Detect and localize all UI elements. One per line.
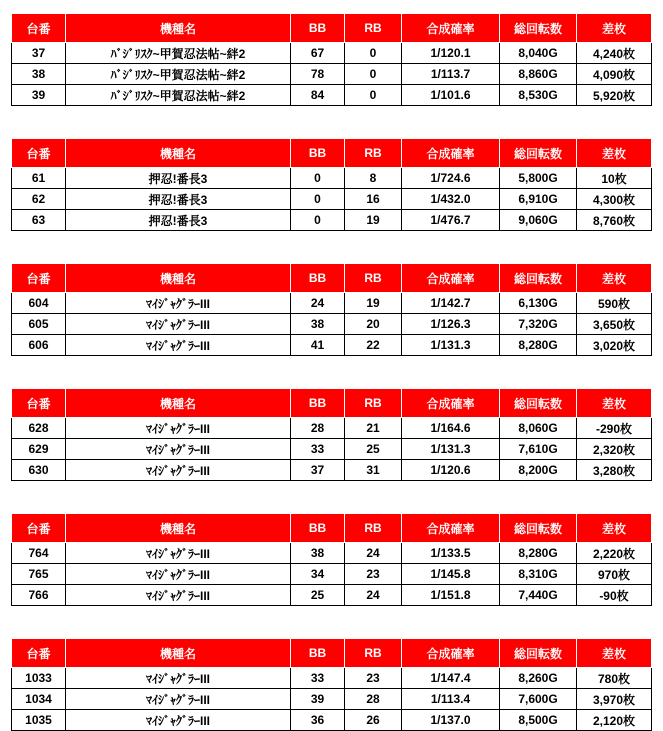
cell-bb-count: 38 [291,314,345,335]
header-bb-count: BB [291,139,345,168]
header-coin-difference: 差枚 [577,139,652,168]
cell-bb-count: 0 [291,168,345,189]
header-machine-number: 台番 [12,264,66,293]
cell-machine-number: 628 [12,418,66,439]
cell-coin-difference: 4,240枚 [577,43,652,64]
table-row [12,460,652,481]
table-row [12,418,652,439]
machine-table [11,388,652,481]
cell-combined-probability: 1/101.6 [402,85,500,106]
cell-rb-count: 0 [345,64,402,85]
table-row [12,710,652,731]
cell-bb-count: 0 [291,189,345,210]
machine-table [11,638,652,731]
cell-bb-count: 33 [291,439,345,460]
table-header-row [12,514,652,543]
cell-machine-number: 63 [12,210,66,231]
cell-total-spins: 8,280G [500,543,577,564]
cell-total-spins: 8,260G [500,668,577,689]
cell-rb-count: 0 [345,43,402,64]
table-row [12,314,652,335]
cell-machine-name: ﾊﾞｼﾞﾘｽｸ~甲賀忍法帖~絆2 [66,43,291,64]
cell-total-spins: 7,440G [500,585,577,606]
cell-coin-difference: 8,760枚 [577,210,652,231]
header-rb-count: RB [345,264,402,293]
cell-rb-count: 19 [345,293,402,314]
cell-rb-count: 8 [345,168,402,189]
cell-coin-difference: 4,300枚 [577,189,652,210]
header-rb-count: RB [345,139,402,168]
cell-bb-count: 37 [291,460,345,481]
cell-rb-count: 19 [345,210,402,231]
cell-coin-difference: 10枚 [577,168,652,189]
cell-total-spins: 6,130G [500,293,577,314]
header-combined-probability: 合成確率 [402,639,500,668]
cell-machine-name: ﾊﾞｼﾞﾘｽｸ~甲賀忍法帖~絆2 [66,64,291,85]
cell-combined-probability: 1/724.6 [402,168,500,189]
cell-rb-count: 22 [345,335,402,356]
table-row [12,168,652,189]
table-row [12,64,652,85]
machine-table [11,263,652,356]
table-row [12,293,652,314]
cell-total-spins: 8,310G [500,564,577,585]
cell-total-spins: 8,200G [500,460,577,481]
cell-total-spins: 8,530G [500,85,577,106]
cell-bb-count: 28 [291,418,345,439]
cell-combined-probability: 1/164.6 [402,418,500,439]
cell-coin-difference: 3,280枚 [577,460,652,481]
table-header-row [12,389,652,418]
table-row [12,85,652,106]
table-row [12,189,652,210]
header-total-spins: 総回転数 [500,389,577,418]
cell-bb-count: 25 [291,585,345,606]
cell-total-spins: 5,800G [500,168,577,189]
cell-combined-probability: 1/113.7 [402,64,500,85]
cell-coin-difference: 3,020枚 [577,335,652,356]
cell-total-spins: 7,320G [500,314,577,335]
cell-machine-name: 押忍!番長3 [66,210,291,231]
header-total-spins: 総回転数 [500,264,577,293]
cell-rb-count: 24 [345,585,402,606]
cell-combined-probability: 1/432.0 [402,189,500,210]
table-header-row [12,639,652,668]
cell-combined-probability: 1/126.3 [402,314,500,335]
header-total-spins: 総回転数 [500,14,577,43]
machine-table [11,138,652,231]
cell-machine-number: 629 [12,439,66,460]
cell-coin-difference: 3,650枚 [577,314,652,335]
table-header-row [12,264,652,293]
cell-combined-probability: 1/120.1 [402,43,500,64]
header-combined-probability: 合成確率 [402,264,500,293]
cell-combined-probability: 1/137.0 [402,710,500,731]
cell-combined-probability: 1/113.4 [402,689,500,710]
cell-rb-count: 23 [345,564,402,585]
header-combined-probability: 合成確率 [402,14,500,43]
header-machine-number: 台番 [12,14,66,43]
cell-total-spins: 6,910G [500,189,577,210]
cell-total-spins: 9,060G [500,210,577,231]
machine-table [11,513,652,606]
table-header-row [12,14,652,43]
cell-machine-number: 37 [12,43,66,64]
cell-machine-name: ﾏｲｼﾞｬｸﾞﾗｰIII [66,335,291,356]
header-combined-probability: 合成確率 [402,514,500,543]
cell-rb-count: 0 [345,85,402,106]
cell-machine-number: 605 [12,314,66,335]
cell-machine-name: ﾏｲｼﾞｬｸﾞﾗｰIII [66,314,291,335]
cell-machine-number: 604 [12,293,66,314]
cell-machine-number: 62 [12,189,66,210]
cell-total-spins: 8,040G [500,43,577,64]
table-row [12,210,652,231]
header-coin-difference: 差枚 [577,389,652,418]
table-row [12,689,652,710]
table-row [12,43,652,64]
cell-coin-difference: 3,970枚 [577,689,652,710]
cell-combined-probability: 1/145.8 [402,564,500,585]
header-total-spins: 総回転数 [500,139,577,168]
cell-combined-probability: 1/131.3 [402,335,500,356]
cell-bb-count: 67 [291,43,345,64]
cell-rb-count: 21 [345,418,402,439]
table-row [12,585,652,606]
cell-coin-difference: 2,220枚 [577,543,652,564]
cell-combined-probability: 1/151.8 [402,585,500,606]
cell-machine-name: ﾏｲｼﾞｬｸﾞﾗｰIII [66,564,291,585]
header-machine-name: 機種名 [66,389,291,418]
cell-total-spins: 8,060G [500,418,577,439]
cell-coin-difference: 2,120枚 [577,710,652,731]
header-rb-count: RB [345,389,402,418]
cell-machine-name: ﾏｲｼﾞｬｸﾞﾗｰIII [66,293,291,314]
cell-rb-count: 16 [345,189,402,210]
cell-machine-number: 764 [12,543,66,564]
header-machine-number: 台番 [12,139,66,168]
cell-rb-count: 24 [345,543,402,564]
cell-combined-probability: 1/131.3 [402,439,500,460]
cell-bb-count: 84 [291,85,345,106]
cell-machine-name: ﾊﾞｼﾞﾘｽｸ~甲賀忍法帖~絆2 [66,85,291,106]
cell-machine-number: 61 [12,168,66,189]
cell-rb-count: 25 [345,439,402,460]
header-machine-name: 機種名 [66,139,291,168]
header-total-spins: 総回転数 [500,639,577,668]
cell-machine-number: 630 [12,460,66,481]
header-machine-name: 機種名 [66,264,291,293]
header-machine-name: 機種名 [66,639,291,668]
cell-combined-probability: 1/147.4 [402,668,500,689]
cell-machine-number: 1035 [12,710,66,731]
cell-machine-name: ﾏｲｼﾞｬｸﾞﾗｰIII [66,710,291,731]
table-row [12,543,652,564]
header-combined-probability: 合成確率 [402,139,500,168]
cell-machine-number: 1034 [12,689,66,710]
header-coin-difference: 差枚 [577,264,652,293]
cell-coin-difference: 970枚 [577,564,652,585]
header-coin-difference: 差枚 [577,14,652,43]
cell-total-spins: 7,610G [500,439,577,460]
cell-coin-difference: 590枚 [577,293,652,314]
header-machine-number: 台番 [12,639,66,668]
header-machine-name: 機種名 [66,514,291,543]
cell-rb-count: 31 [345,460,402,481]
cell-machine-number: 766 [12,585,66,606]
cell-total-spins: 8,860G [500,64,577,85]
header-bb-count: BB [291,514,345,543]
cell-machine-number: 1033 [12,668,66,689]
cell-machine-name: ﾏｲｼﾞｬｸﾞﾗｰIII [66,689,291,710]
header-rb-count: RB [345,514,402,543]
cell-machine-name: 押忍!番長3 [66,189,291,210]
header-combined-probability: 合成確率 [402,389,500,418]
cell-bb-count: 41 [291,335,345,356]
cell-coin-difference: -290枚 [577,418,652,439]
cell-machine-name: ﾏｲｼﾞｬｸﾞﾗｰIII [66,585,291,606]
cell-rb-count: 23 [345,668,402,689]
cell-coin-difference: 2,320枚 [577,439,652,460]
cell-coin-difference: 4,090枚 [577,64,652,85]
cell-bb-count: 33 [291,668,345,689]
cell-machine-name: ﾏｲｼﾞｬｸﾞﾗｰIII [66,460,291,481]
header-coin-difference: 差枚 [577,639,652,668]
cell-rb-count: 20 [345,314,402,335]
header-machine-number: 台番 [12,514,66,543]
cell-coin-difference: -90枚 [577,585,652,606]
header-coin-difference: 差枚 [577,514,652,543]
table-row [12,564,652,585]
table-header-row [12,139,652,168]
cell-coin-difference: 5,920枚 [577,85,652,106]
cell-bb-count: 39 [291,689,345,710]
cell-bb-count: 36 [291,710,345,731]
machine-table [11,13,652,106]
header-bb-count: BB [291,264,345,293]
cell-bb-count: 0 [291,210,345,231]
cell-total-spins: 8,280G [500,335,577,356]
cell-machine-number: 38 [12,64,66,85]
cell-bb-count: 78 [291,64,345,85]
cell-combined-probability: 1/120.6 [402,460,500,481]
cell-total-spins: 7,600G [500,689,577,710]
header-bb-count: BB [291,639,345,668]
cell-rb-count: 26 [345,710,402,731]
cell-machine-name: ﾏｲｼﾞｬｸﾞﾗｰIII [66,668,291,689]
cell-machine-number: 606 [12,335,66,356]
cell-machine-name: ﾏｲｼﾞｬｸﾞﾗｰIII [66,543,291,564]
cell-machine-name: ﾏｲｼﾞｬｸﾞﾗｰIII [66,439,291,460]
header-bb-count: BB [291,14,345,43]
header-rb-count: RB [345,14,402,43]
cell-rb-count: 28 [345,689,402,710]
header-rb-count: RB [345,639,402,668]
cell-machine-number: 765 [12,564,66,585]
cell-machine-name: ﾏｲｼﾞｬｸﾞﾗｰIII [66,418,291,439]
header-total-spins: 総回転数 [500,514,577,543]
table-row [12,668,652,689]
cell-bb-count: 24 [291,293,345,314]
cell-bb-count: 34 [291,564,345,585]
cell-machine-number: 39 [12,85,66,106]
cell-combined-probability: 1/133.5 [402,543,500,564]
cell-combined-probability: 1/476.7 [402,210,500,231]
cell-coin-difference: 780枚 [577,668,652,689]
header-bb-count: BB [291,389,345,418]
header-machine-number: 台番 [12,389,66,418]
table-row [12,335,652,356]
table-row [12,439,652,460]
cell-bb-count: 38 [291,543,345,564]
cell-machine-name: 押忍!番長3 [66,168,291,189]
cell-total-spins: 8,500G [500,710,577,731]
header-machine-name: 機種名 [66,14,291,43]
cell-combined-probability: 1/142.7 [402,293,500,314]
